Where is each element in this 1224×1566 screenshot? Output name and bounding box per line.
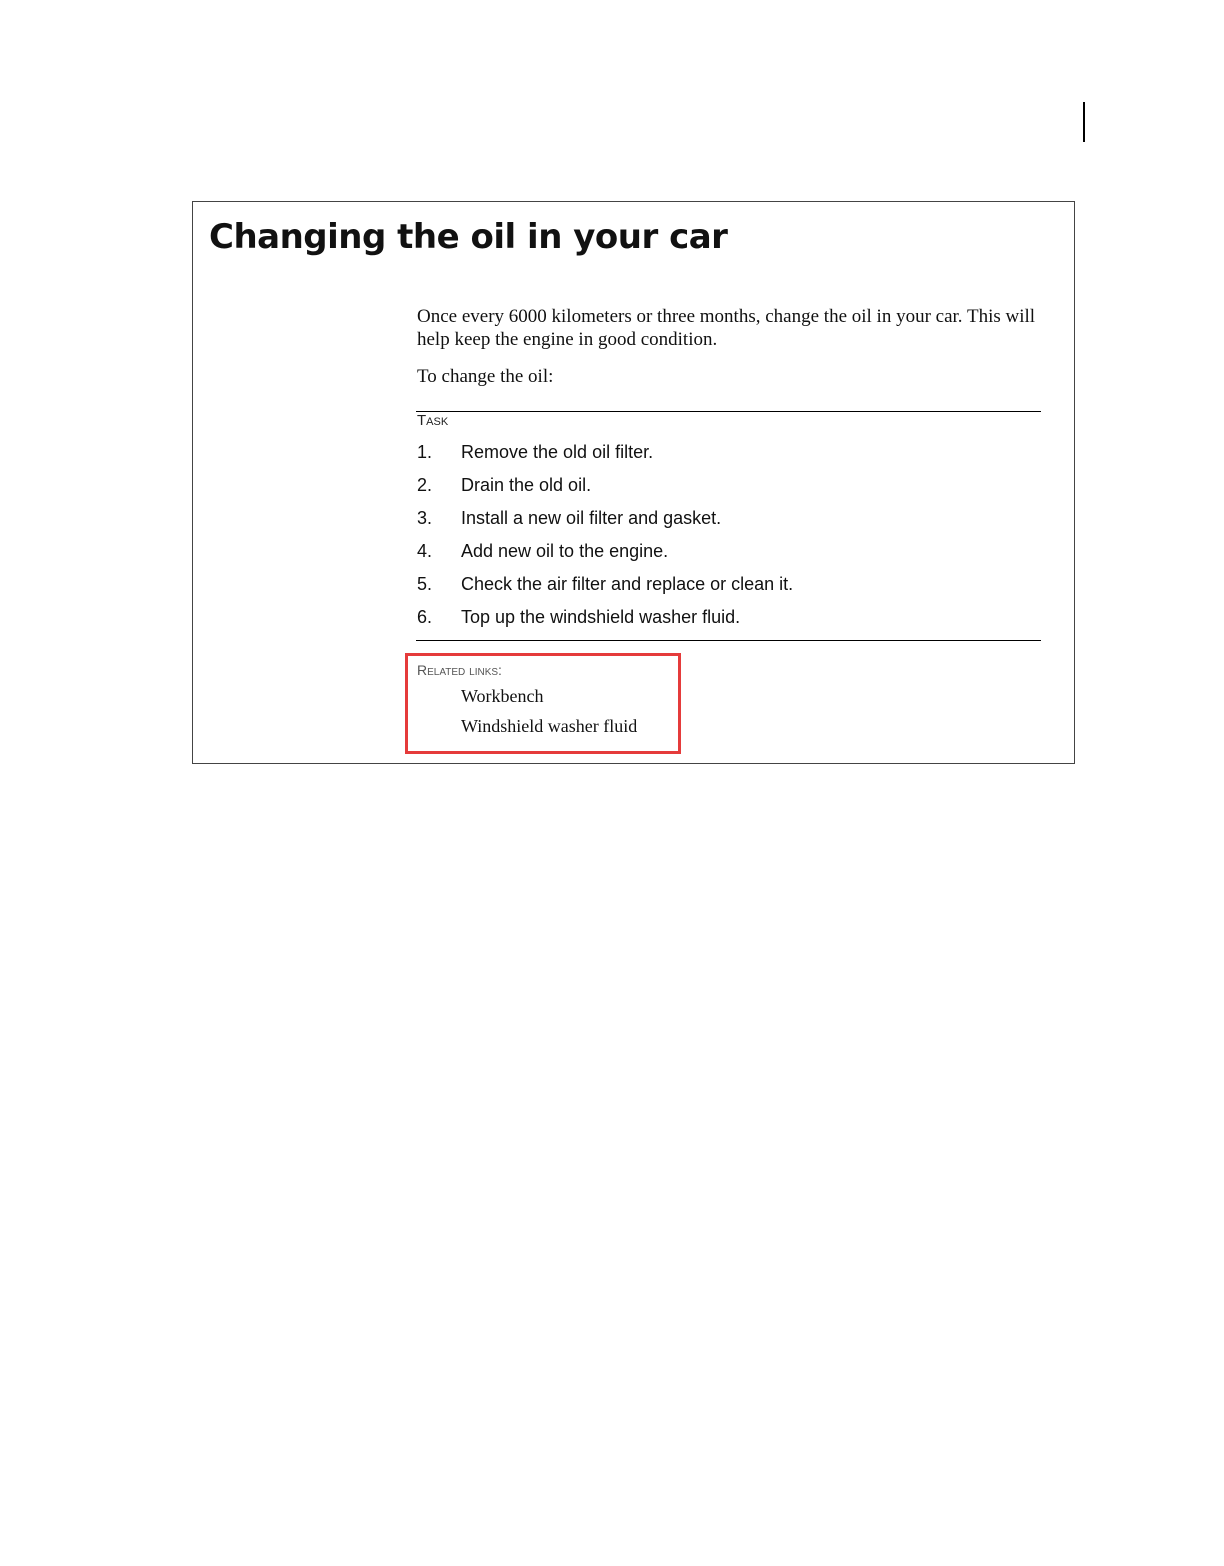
- related-link-washer-fluid[interactable]: Windshield washer fluid: [461, 716, 638, 736]
- related-links-list: [461, 681, 637, 741]
- step-number: 1.: [417, 442, 433, 462]
- task-label: Task: [417, 412, 449, 429]
- step-text: Check the air filter and replace or clean it.: [461, 574, 794, 594]
- step-number: 2.: [417, 475, 433, 495]
- related-link-workbench[interactable]: Workbench: [461, 686, 544, 706]
- task-step: [417, 601, 793, 634]
- page-edge-marker: [1083, 102, 1085, 142]
- related-links-label: Related links:: [417, 662, 502, 678]
- step-text: Remove the old oil filter.: [461, 442, 654, 462]
- step-text: Top up the windshield washer fluid.: [461, 607, 741, 627]
- task-step: [417, 502, 793, 535]
- task-step: [417, 568, 793, 601]
- topic-frame: [192, 201, 1075, 764]
- task-step: [417, 535, 793, 568]
- step-number: 6.: [417, 607, 433, 627]
- step-number: 5.: [417, 574, 433, 594]
- step-number: 3.: [417, 508, 433, 528]
- topic-title: Changing the oil in your car: [209, 217, 728, 257]
- task-steps: [417, 436, 793, 634]
- step-text: Install a new oil filter and gasket.: [461, 508, 722, 528]
- lead-in-text: To change the oil:: [417, 366, 554, 387]
- step-text: Add new oil to the engine.: [461, 541, 669, 561]
- task-top-rule: [416, 411, 1041, 412]
- step-text: Drain the old oil.: [461, 475, 592, 495]
- task-step: [417, 469, 793, 502]
- task-step: [417, 436, 793, 469]
- task-bottom-rule: [416, 640, 1041, 641]
- intro-paragraph: Once every 6000 kilometers or three months, change the oil in your car. This will help keep the engine in good condition.: [417, 306, 1036, 350]
- step-number: 4.: [417, 541, 433, 561]
